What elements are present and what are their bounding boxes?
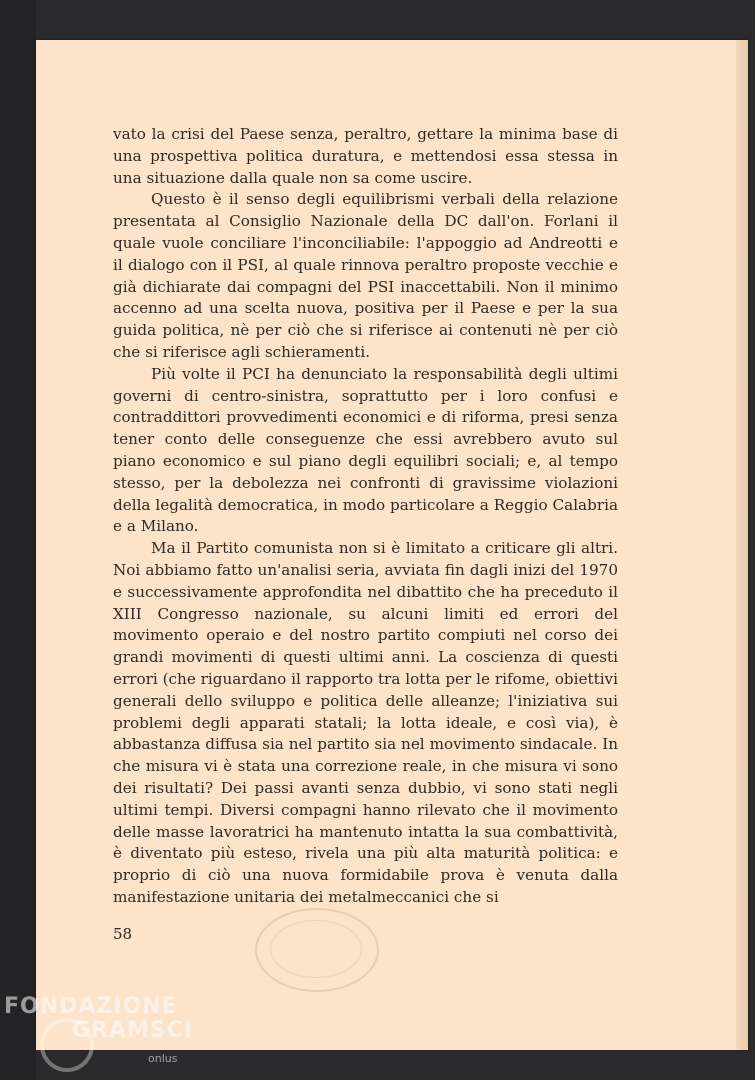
watermark-line-2: GRAMSCI <box>72 1018 194 1043</box>
watermark-suffix: onlus <box>148 1052 178 1065</box>
dark-background-edge <box>0 0 36 1080</box>
watermark-line-1: FONDAZIONE <box>4 994 178 1019</box>
body-text <box>113 124 618 909</box>
paragraph-1: vato la crisi del Paese senza, peraltro, gettare la minima base di una prospettiva politica duratura, e mettendosi essa stessa in una situazione dalla quale non sa come uscire. <box>113 125 618 187</box>
paragraph-3: Più volte il PCI ha denunciato la responsabilità degli ultimi governi di centro-sinistra, soprattutto per i loro confusi e contraddittori provvedimenti economici e di riforma, presi senza tener conto delle conseguenze che essi avrebbero avuto sul piano economico e sul piano degli equilibri sociali; e, al tempo stesso, per la debolezza nei confronti di gravissime violazioni della legalità democratica, in modo particolare a Reggio Calabria e a Milano. <box>113 364 618 536</box>
paragraph-2: Questo è il senso degli equilibrismi verbali della relazione presentata al Consiglio Nazionale della DC dall'on. Forlani il quale vuole conciliare l'inconciliabile: l'appoggio ad Andreotti e il dialogo con il PSI, al quale rinnova peraltro proposte vecchie e già dichiarate dai compagni del PSI inaccettabili. Non il minimo accenno ad una scelta nuova, positiva per il Paese e per la sua guida politica, nè per ciò che si riferisce ai contenuti nè per ciò che si riferisce agli schieramenti. <box>113 190 618 361</box>
page-edge-shadow <box>736 40 748 1050</box>
paragraph-4: Ma il Partito comunista non si è limitato a criticare gli altri. Noi abbiamo fatto un'analisi seria, avviata fin dagli inizi del 1970 e successivamente approfondita nel dibattito che ha preceduto il XIII Congresso nazionale, su alcuni limiti ed errori del movimento operaio e del nostro partito compiuti nel corso dei grandi movimenti di questi ultimi anni. La coscienza di questi errori (che riguardano il rapporto tra lotta per le rifome, obiettivi generali dello sviluppo e politica delle alleanze; l'iniziativa sui problemi degli apparati statali; la lotta ideale, e così via), è abbastanza diffusa sia nel partito sia nel movimento sindacale. In che misura vi è stata una correzione reale, in che misura vi sono dei risultati? Dei passi avanti senza dubbio, vi sono stati negli ultimi tempi. Diversi compagni hanno rilevato che il movimento delle masse lavoratrici ha mantenuto intatta la sua combattività, è diventato più esteso, rivela una più alta maturità politica: e proprio di ciò una nuova formidabile prova è venuta dalla manifestazione unitaria dei metalmeccanici che si <box>113 539 618 906</box>
library-stamp-inner <box>270 920 362 978</box>
page-number: 58 <box>113 925 133 943</box>
watermark <box>4 995 193 1043</box>
